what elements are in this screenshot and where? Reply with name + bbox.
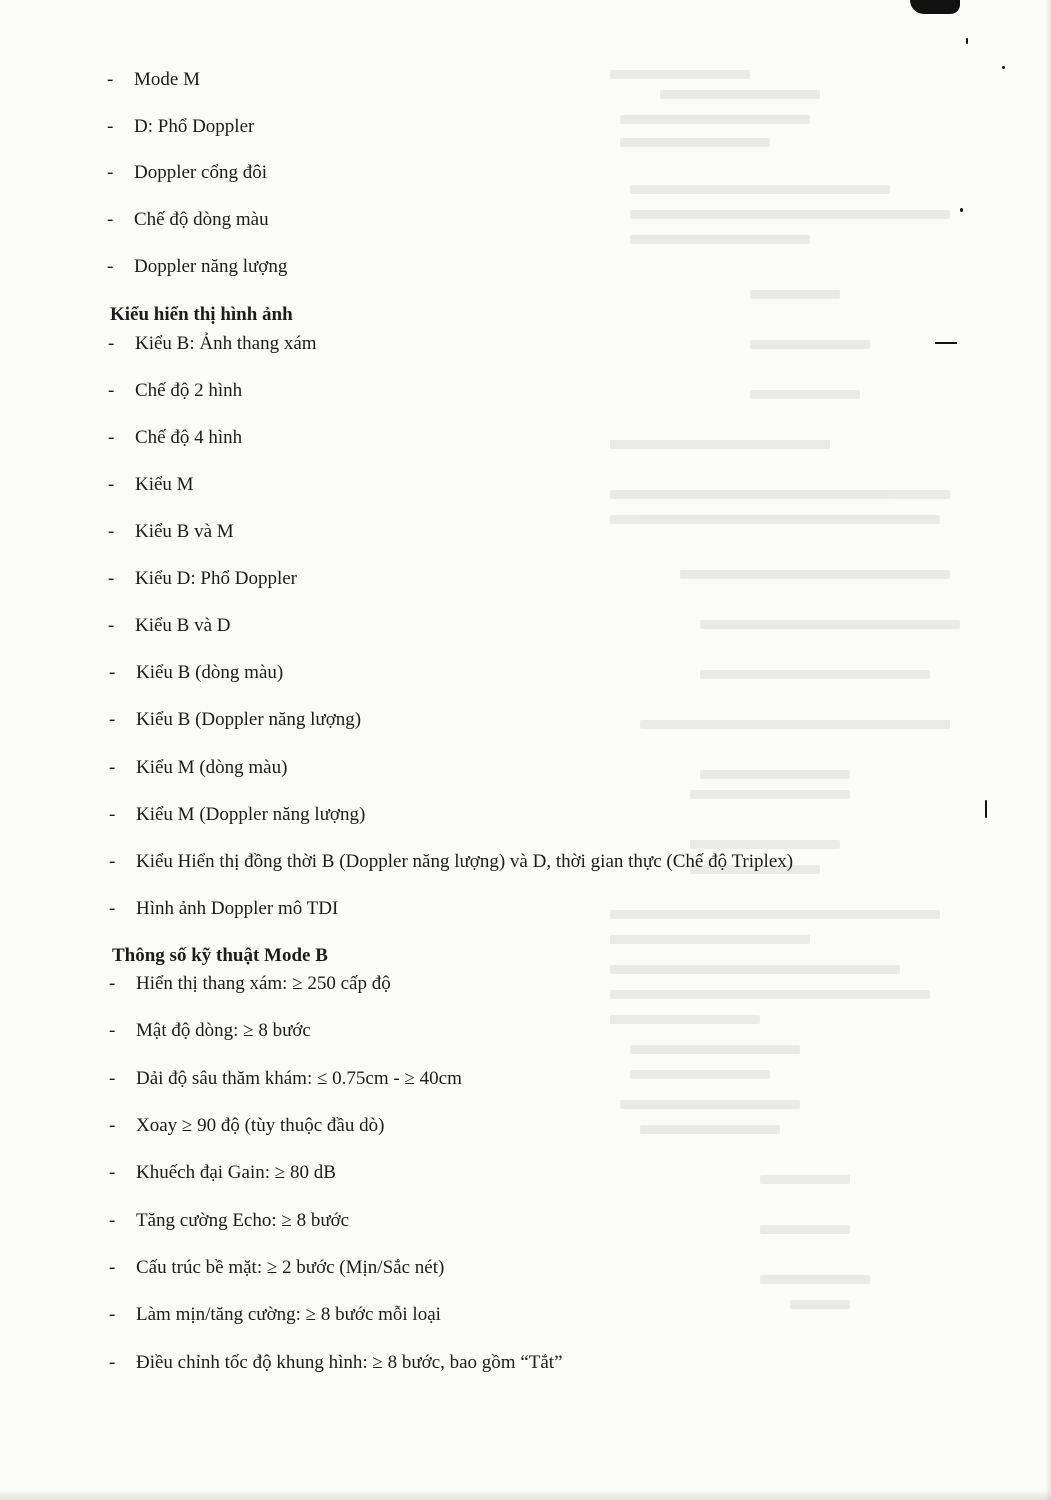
item-text: Kiểu M (dòng màu) <box>136 757 288 778</box>
list-item <box>108 615 231 637</box>
bullet-dash: - <box>108 568 115 589</box>
item-text: Cấu trúc bề mặt: ≥ 2 bước (Mịn/Sắc nét) <box>136 1257 445 1278</box>
item-text: Kiểu Hiển thị đồng thời B (Doppler năng lượng) và D, thời gian thực (Chế độ Triplex) <box>136 851 794 872</box>
bullet-dash: - <box>107 209 114 230</box>
bullet-dash: - <box>109 709 116 730</box>
item-text: Chế độ 2 hình <box>135 380 243 401</box>
item-text: Kiểu B và M <box>135 521 234 542</box>
list-item <box>109 1162 336 1184</box>
bullet-dash: - <box>108 333 115 354</box>
show-through-text <box>600 60 960 1360</box>
list-item <box>107 116 254 138</box>
page-edge-shadow <box>1045 0 1051 1500</box>
list-item <box>109 898 338 920</box>
item-text: Mật độ dòng: ≥ 8 bước <box>136 1020 311 1041</box>
bullet-dash: - <box>109 1020 116 1041</box>
list-item <box>109 1115 384 1137</box>
bullet-dash: - <box>109 898 116 919</box>
bullet-dash: - <box>109 1115 116 1136</box>
list-item <box>109 662 283 684</box>
list-item <box>107 162 267 184</box>
item-text: Mode M <box>134 69 200 90</box>
scan-mark <box>960 208 963 212</box>
scan-mark <box>966 38 968 44</box>
bullet-dash: - <box>109 1257 116 1278</box>
item-text: Kiểu B (dòng màu) <box>136 662 284 683</box>
bullet-dash: - <box>109 662 116 683</box>
list-item <box>108 380 242 402</box>
bullet-dash: - <box>109 1210 116 1231</box>
section-heading: Thông số kỹ thuật Mode B <box>112 945 328 966</box>
list-item <box>109 1352 563 1374</box>
bullet-dash: - <box>108 380 115 401</box>
item-text: Làm mịn/tăng cường: ≥ 8 bước mỗi loại <box>136 1304 441 1325</box>
list-item <box>109 1068 462 1090</box>
item-text: Kiểu M (Doppler năng lượng) <box>136 804 366 825</box>
bullet-dash: - <box>109 1162 116 1183</box>
bullet-dash: - <box>109 804 116 825</box>
bullet-dash: - <box>109 851 116 872</box>
list-item <box>108 568 297 590</box>
list-item <box>108 333 317 355</box>
page-bottom-edge <box>0 1490 1051 1500</box>
item-text: Hiển thị thang xám: ≥ 250 cấp độ <box>136 973 391 994</box>
item-text: Dải độ sâu thăm khám: ≤ 0.75cm - ≥ 40cm <box>136 1068 462 1089</box>
section-heading: Kiểu hiển thị hình ảnh <box>110 304 293 325</box>
list-item <box>109 851 793 873</box>
bullet-dash: - <box>108 521 115 542</box>
item-text: Xoay ≥ 90 độ (tùy thuộc đầu dò) <box>136 1115 385 1136</box>
list-item <box>109 973 391 995</box>
bullet-dash: - <box>107 162 114 183</box>
list-item <box>109 1257 444 1279</box>
bullet-dash: - <box>109 1352 116 1373</box>
bullet-dash: - <box>109 973 116 994</box>
list-item <box>107 209 269 231</box>
list-item <box>109 757 287 779</box>
item-text: Doppler cổng đôi <box>134 162 267 183</box>
bullet-dash: - <box>108 474 115 495</box>
item-text: Khuếch đại Gain: ≥ 80 dB <box>136 1162 336 1183</box>
list-item <box>108 521 234 543</box>
list-item <box>109 1020 311 1042</box>
bullet-dash: - <box>108 427 115 448</box>
bullet-dash: - <box>107 256 114 277</box>
item-text: Điều chỉnh tốc độ khung hình: ≥ 8 bước, bao gồm “Tắt” <box>136 1352 563 1373</box>
item-text: Chế độ dòng màu <box>134 209 269 230</box>
bullet-dash: - <box>109 1068 116 1089</box>
item-text: Chế độ 4 hình <box>135 427 243 448</box>
item-text: Kiểu B (Doppler năng lượng) <box>136 709 362 730</box>
scan-mark <box>935 342 957 344</box>
list-item <box>109 804 365 826</box>
scan-mark <box>910 0 960 14</box>
item-text: Kiểu B: Ảnh thang xám <box>135 333 317 354</box>
scan-mark <box>1002 66 1005 69</box>
item-text: Tăng cường Echo: ≥ 8 bước <box>136 1210 350 1231</box>
item-text: D: Phổ Doppler <box>134 116 255 137</box>
list-item <box>107 256 287 278</box>
list-item <box>109 709 361 731</box>
bullet-dash: - <box>108 615 115 636</box>
list-item <box>109 1210 349 1232</box>
list-item <box>108 474 194 496</box>
item-text: Kiểu M <box>135 474 194 495</box>
bullet-dash: - <box>107 116 114 137</box>
item-text: Doppler năng lượng <box>134 256 288 277</box>
bullet-dash: - <box>107 69 114 90</box>
list-item <box>109 1304 441 1326</box>
scan-mark <box>985 800 987 818</box>
list-item <box>108 427 242 449</box>
item-text: Hình ảnh Doppler mô TDI <box>136 898 339 919</box>
bullet-dash: - <box>109 757 116 778</box>
list-item <box>107 69 200 91</box>
item-text: Kiểu B và D <box>135 615 231 636</box>
item-text: Kiểu D: Phổ Doppler <box>135 568 298 589</box>
bullet-dash: - <box>109 1304 116 1325</box>
